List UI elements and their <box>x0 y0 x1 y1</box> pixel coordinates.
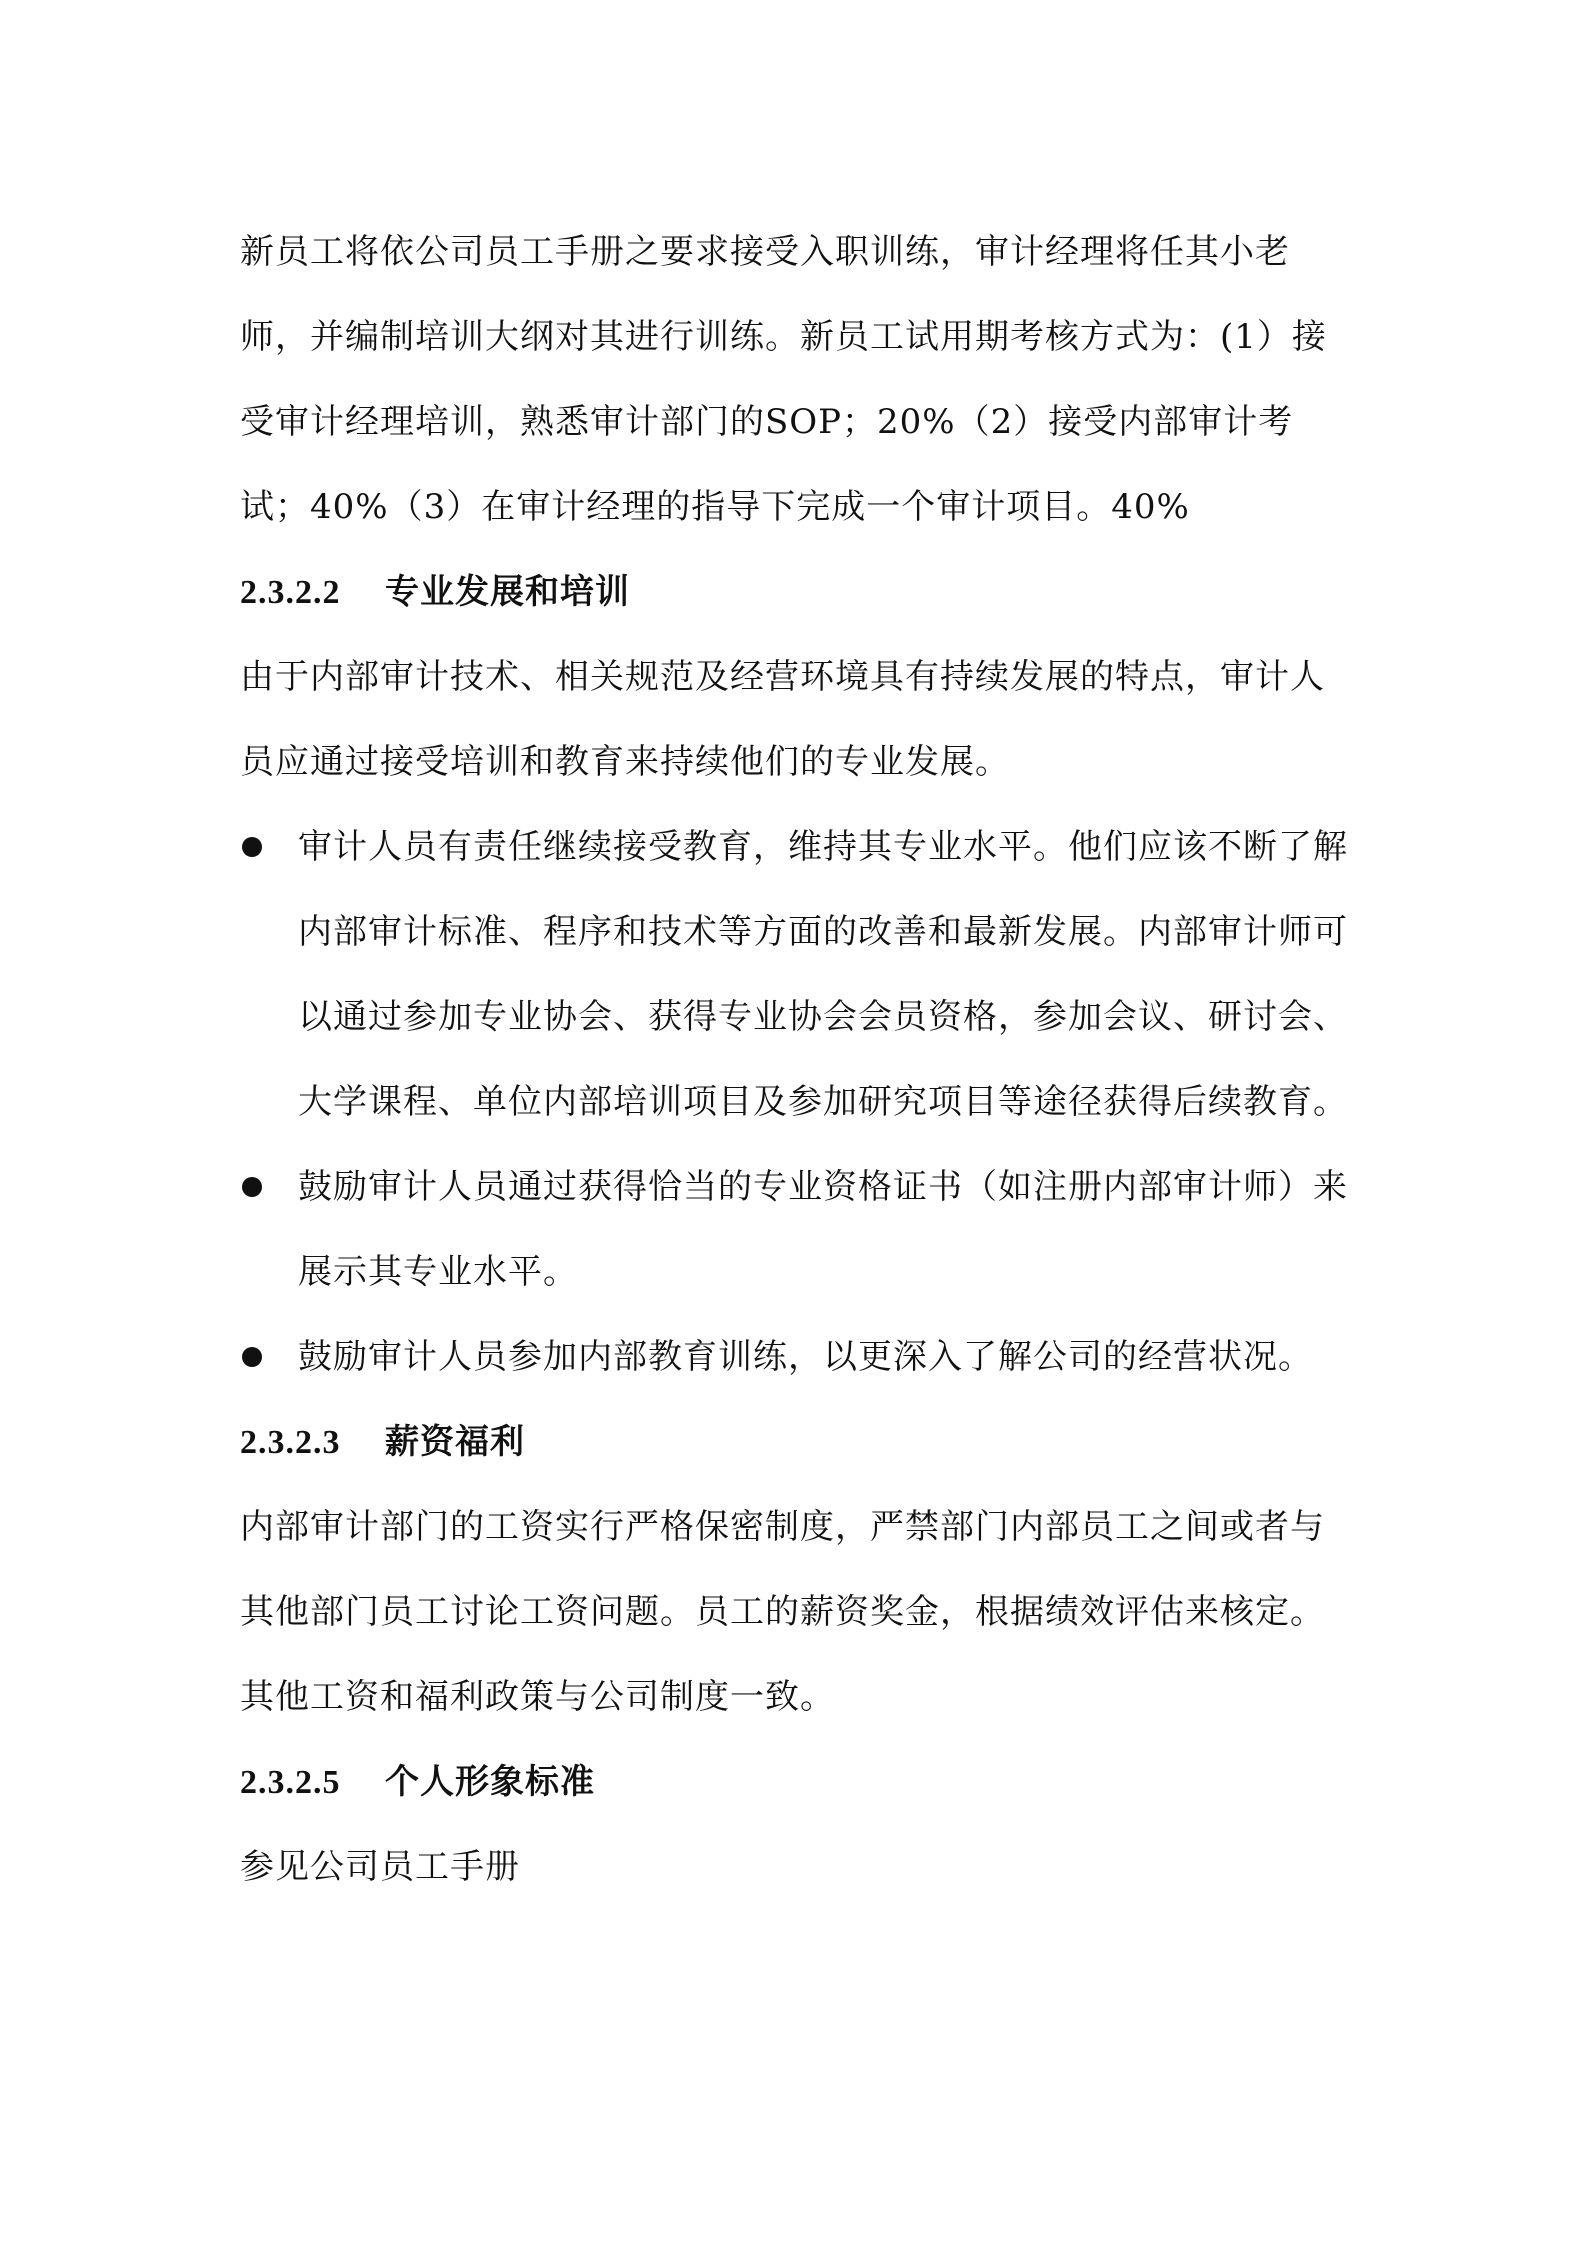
bullet-item: 审计人员有责任继续接受教育，维持其专业水平。他们应该不断了解内部审计标准、程序和技术等方面的改善和最新发展。内部审计师可以通过参加专业协会、获得专业协会会员资格，参加会议、研讨会、大学课程、单位内部培训项目及参加研究项目等途径获得后续教育。 <box>240 805 1350 1145</box>
section-heading-2-3-2-2 <box>240 550 1350 635</box>
intro-paragraph: 新员工将依公司员工手册之要求接受入职训练，审计经理将任其小老师，并编制培训大纲对其进行训练。新员工试用期考核方式为：(1）接受审计经理培训，熟悉审计部门的SOP；20%（2）接受内部审计考试；40%（3）在审计经理的指导下完成一个审计项目。40% <box>240 232 1327 527</box>
section-heading-2-3-2-5 <box>240 1740 1350 1825</box>
section-number: 2.3.2.3 <box>240 1424 341 1461</box>
section-heading-2-3-2-3 <box>240 1400 1350 1485</box>
section-number: 2.3.2.5 <box>240 1764 341 1801</box>
benefits-paragraph: 其他工资和福利政策与公司制度一致。 <box>240 1677 835 1717</box>
section-number: 2.3.2.2 <box>240 574 341 611</box>
section-title: 个人形象标准 <box>385 1762 595 1802</box>
section-title: 薪资福利 <box>385 1422 525 1462</box>
document-body <box>240 210 1350 1910</box>
bullet-item: 鼓励审计人员通过获得恰当的专业资格证书（如注册内部审计师）来展示其专业水平。 <box>240 1145 1350 1315</box>
training-paragraph: 由于内部审计技术、相关规范及经营环境具有持续发展的特点，审计人员应通过接受培训和教育来持续他们的专业发展。 <box>240 657 1325 782</box>
section-title: 专业发展和培训 <box>385 572 630 612</box>
salary-paragraph: 内部审计部门的工资实行严格保密制度，严禁部门内部员工之间或者与其他部门员工讨论工资问题。员工的薪资奖金，根据绩效评估来核定。 <box>240 1507 1325 1632</box>
bullet-item: 鼓励审计人员参加内部教育训练，以更深入了解公司的经营状况。 <box>240 1315 1350 1400</box>
appearance-paragraph: 参见公司员工手册 <box>240 1847 520 1887</box>
